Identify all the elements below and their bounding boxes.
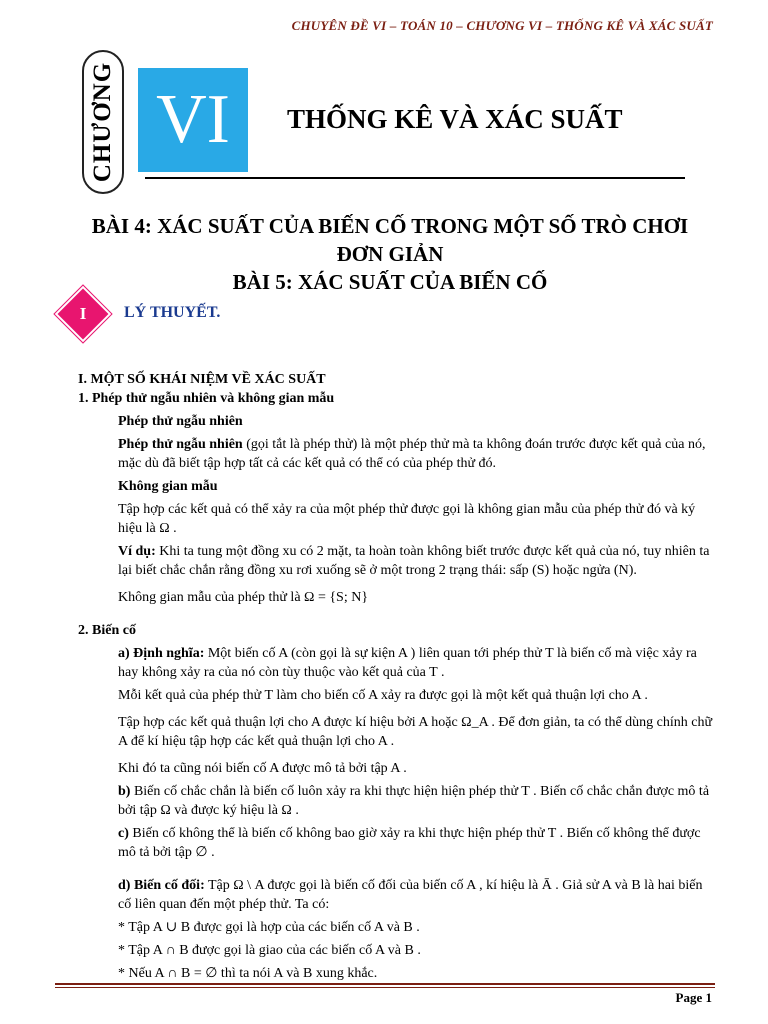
chapter-number-box — [138, 68, 248, 172]
section-heading: LÝ THUYẾT. — [124, 304, 221, 321]
chapter-label-pill — [82, 50, 124, 194]
subheading-random-experiment: Phép thử ngẫu nhiên — [118, 414, 243, 429]
lesson-title-line-2: ĐƠN GIẢN — [336, 242, 444, 266]
running-header: CHUYÊN ĐỀ VI – TOÁN 10 – CHƯƠNG VI – THỐNG KÊ VÀ XÁC SUẤT — [291, 18, 713, 33]
heading-sample-space: 1. Phép thử ngẫu nhiên và không gian mẫu — [78, 391, 335, 406]
chapter-divider — [145, 177, 685, 179]
lesson-title-line-1: BÀI 4: XÁC SUẤT CỦA BIẾN CỐ TRONG MỘT SỐ TRÒ CHƠI — [91, 214, 689, 238]
paragraph-example: Ví dụ: Khi ta tung một đồng xu có 2 mặt, ta hoàn toàn không biết trước được kết quả của nó, tuy nhiên ta lại biết chắc chắn rằng đồng xu rơi xuống sẽ ở một trong 2 trạng thái: sấp (S) hoặc ngửa (N). — [118, 544, 710, 578]
content-body — [78, 370, 718, 983]
paragraph-definition: a) Định nghĩa: Một biến cố A (còn gọi là sự kiện A ) liên quan tới phép thử T là biến cố mà việc xảy ra hay không xảy ra của nó còn tùy thuộc vào kết quả của T . — [118, 646, 697, 680]
paragraph-complement-event: d) Biến cố đối: Tập Ω \ A được gọi là biến cố đối của biến cố A , kí hiệu là Ā . Giả sử A và B là hai biến cố liên quan đến một phép thử. Ta có: — [118, 878, 703, 912]
paragraph-random-experiment: Phép thử ngẫu nhiên (gọi tắt là phép thử) là một phép thử mà ta không đoán trước được kết quả của nó, mặc dù đã biết tập hợp tất cả các kết quả có thể có của phép thử đó. — [118, 437, 706, 471]
paragraph-certain-event: b) Biến cố chắc chắn là biến cố luôn xảy ra khi thực hiện hiện phép thử T . Biến cố chắc chắn được mô tả bởi tập Ω và được ký hiệu là Ω . — [118, 784, 710, 818]
example-result: Không gian mẫu của phép thử là Ω = {S; N} — [118, 590, 369, 605]
paragraph-impossible-event: c) Biến cố không thể là biến cố không bao giờ xảy ra khi thực hiện phép thử T . Biến cố không thể được mô tả bởi tập ∅ . — [118, 826, 701, 860]
heading-events: 2. Biến cố — [78, 623, 136, 638]
bullet-intersection: * Tập A ∩ B được gọi là giao của các biến cố A và B . — [118, 943, 421, 958]
chapter-number: VI — [156, 81, 230, 158]
paragraph-favorable-set: Tập hợp các kết quả thuận lợi cho A được kí hiệu bởi A hoặc Ω_A . Để đơn giản, ta có thể dùng chính chữ A để kí hiệu tập hợp các kết quả thuận lợi cho A . — [118, 715, 713, 749]
section-badge-label: I — [79, 304, 87, 323]
paragraph-described-by: Khi đó ta cũng nói biến cố A được mô tả bởi tập A . — [118, 761, 407, 776]
paragraph-favorable-outcome: Mỗi kết quả của phép thử T làm cho biến cố A xảy ra được gọi là một kết quả thuận lợi cho A . — [118, 688, 648, 703]
paragraph-sample-space: Tập hợp các kết quả có thể xảy ra của một phép thử được gọi là không gian mẫu của phép thử đó và ký hiệu là Ω . — [118, 502, 696, 536]
heading-concepts: I. MỘT SỐ KHÁI NIỆM VỀ XÁC SUẤT — [78, 372, 326, 387]
chapter-label: CHƯƠNG — [89, 61, 116, 183]
footer-divider — [55, 983, 715, 988]
bullet-union: * Tập A ∪ B được gọi là hợp của các biến cố A và B . — [118, 920, 420, 935]
lesson-title-line-3: BÀI 5: XÁC SUẤT CỦA BIẾN CỐ — [232, 270, 548, 294]
page-number: Page 1 — [675, 990, 712, 1005]
chapter-title: THỐNG KÊ VÀ XÁC SUẤT — [287, 104, 623, 134]
subheading-sample-space: Không gian mẫu — [118, 479, 218, 494]
bullet-disjoint: * Nếu A ∩ B = ∅ thì ta nói A và B xung khắc. — [118, 966, 378, 981]
